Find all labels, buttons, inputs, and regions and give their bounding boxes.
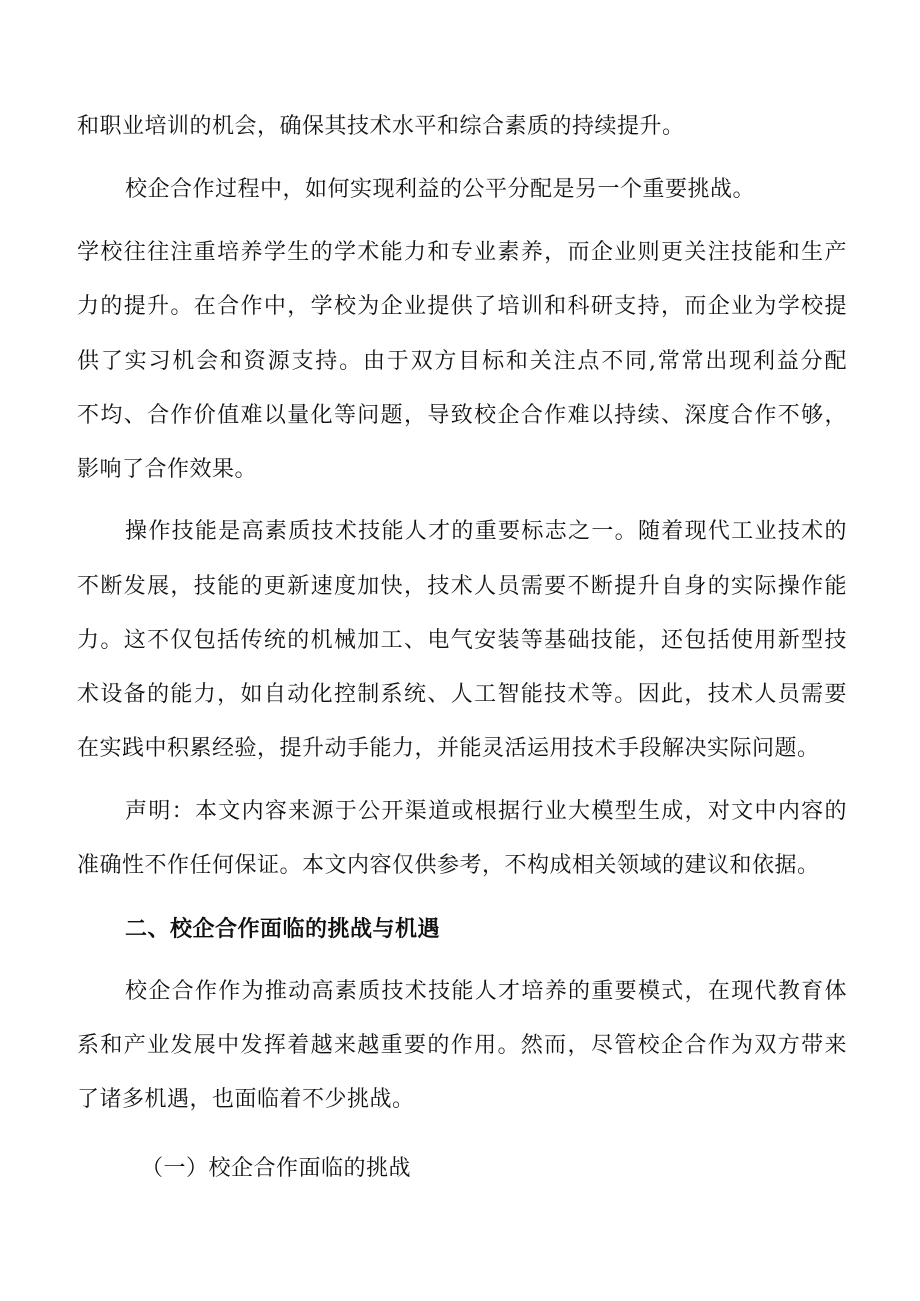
disclaimer-line: 声明：本文内容来源于公开渠道或根据行业大模型生成，对文中内容的 <box>125 799 847 824</box>
paragraph-line: 在实践中积累经验，提升动手能力，并能灵活运用技术手段解决实际问题。 <box>77 736 820 761</box>
disclaimer-line: 准确性不作任何保证。本文内容仅供参考，不构成相关领域的建议和依据。 <box>77 853 820 878</box>
paragraph-line: 供了实习机会和资源支持。由于双方目标和关注点不同,常常出现利益分配 <box>77 349 847 374</box>
paragraph-line: 和职业培训的机会，确保其技术水平和综合素质的持续提升。 <box>77 114 685 139</box>
section-heading: 二、校企合作面临的挑战与机遇 <box>125 917 441 942</box>
paragraph-line: 不均、合作价值难以量化等问题，导致校企合作难以持续、深度合作不够， <box>77 403 847 428</box>
paragraph-line: 术设备的能力，如自动化控制系统、人工智能技术等。因此，技术人员需要 <box>77 682 847 707</box>
paragraph-line: 系和产业发展中发挥着越来越重要的作用。然而，尽管校企合作为双方带来 <box>77 1033 847 1058</box>
paragraph-line: 校企合作作为推动高素质技术技能人才培养的重要模式，在现代教育体 <box>125 979 847 1004</box>
paragraph-line: 操作技能是高素质技术技能人才的重要标志之一。随着现代工业技术的 <box>125 519 847 544</box>
paragraph-line: 力的提升。在合作中，学校为企业提供了培训和科研支持，而企业为学校提 <box>77 294 847 319</box>
paragraph-line: 了诸多机遇，也面临着不少挑战。 <box>77 1087 415 1112</box>
subsection-heading: （一）校企合作面临的挑战 <box>141 1156 412 1181</box>
paragraph-line: 校企合作过程中，如何实现利益的公平分配是另一个重要挑战。 <box>125 177 756 202</box>
paragraph-line: 影响了合作效果。 <box>77 457 258 482</box>
paragraph-line: 学校往往注重培养学生的学术能力和专业素养，而企业则更关注技能和生产 <box>77 240 847 265</box>
paragraph-line: 力。这不仅包括传统的机械加工、电气安装等基础技能，还包括使用新型技 <box>77 628 847 653</box>
paragraph-line: 不断发展，技能的更新速度加快，技术人员需要不断提升自身的实际操作能 <box>77 574 847 599</box>
